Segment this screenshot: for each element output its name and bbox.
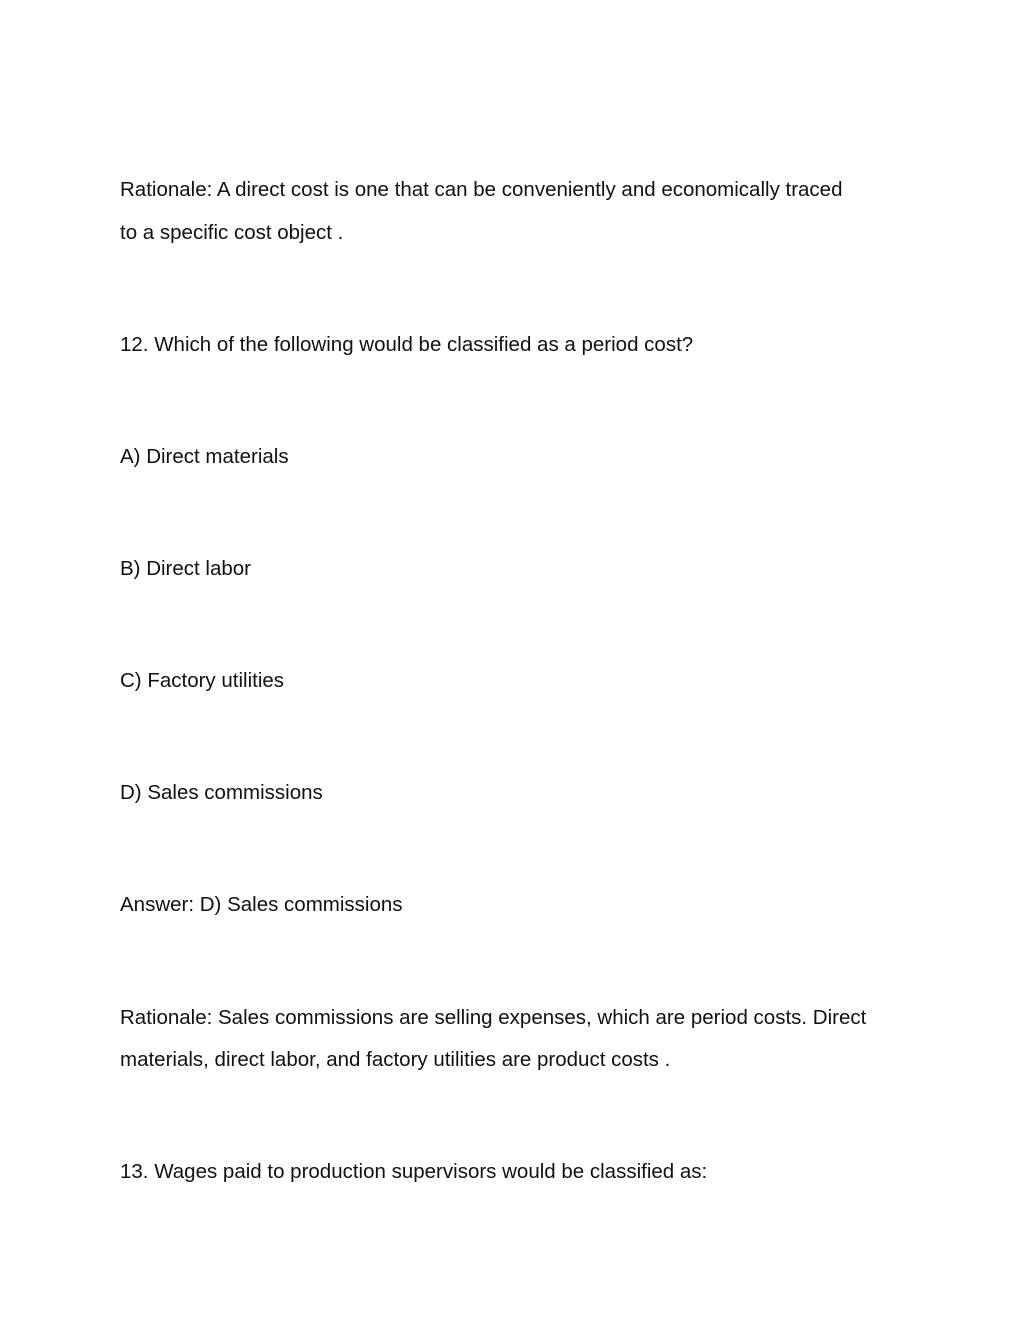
rationale-12-line-2: materials, direct labor, and factory utilities are product costs . (120, 1048, 671, 1071)
question-12-option-d: D) Sales commissions (120, 781, 323, 804)
question-12-answer: Answer: D) Sales commissions (120, 893, 403, 916)
question-12-option-a: A) Direct materials (120, 445, 289, 468)
question-13-prompt: 13. Wages paid to production supervisors would be classified as: (120, 1160, 708, 1183)
rationale-11-line-1: Rationale: A direct cost is one that can be conveniently and economically traced (120, 178, 843, 201)
rationale-12-line-1: Rationale: Sales commissions are selling expenses, which are period costs. Direct (120, 1006, 867, 1029)
question-12-prompt: 12. Which of the following would be classified as a period cost? (120, 333, 694, 356)
rationale-11-line-2: to a specific cost object . (120, 221, 344, 244)
question-12-option-c: C) Factory utilities (120, 669, 285, 692)
question-12-option-b: B) Direct labor (120, 557, 252, 580)
